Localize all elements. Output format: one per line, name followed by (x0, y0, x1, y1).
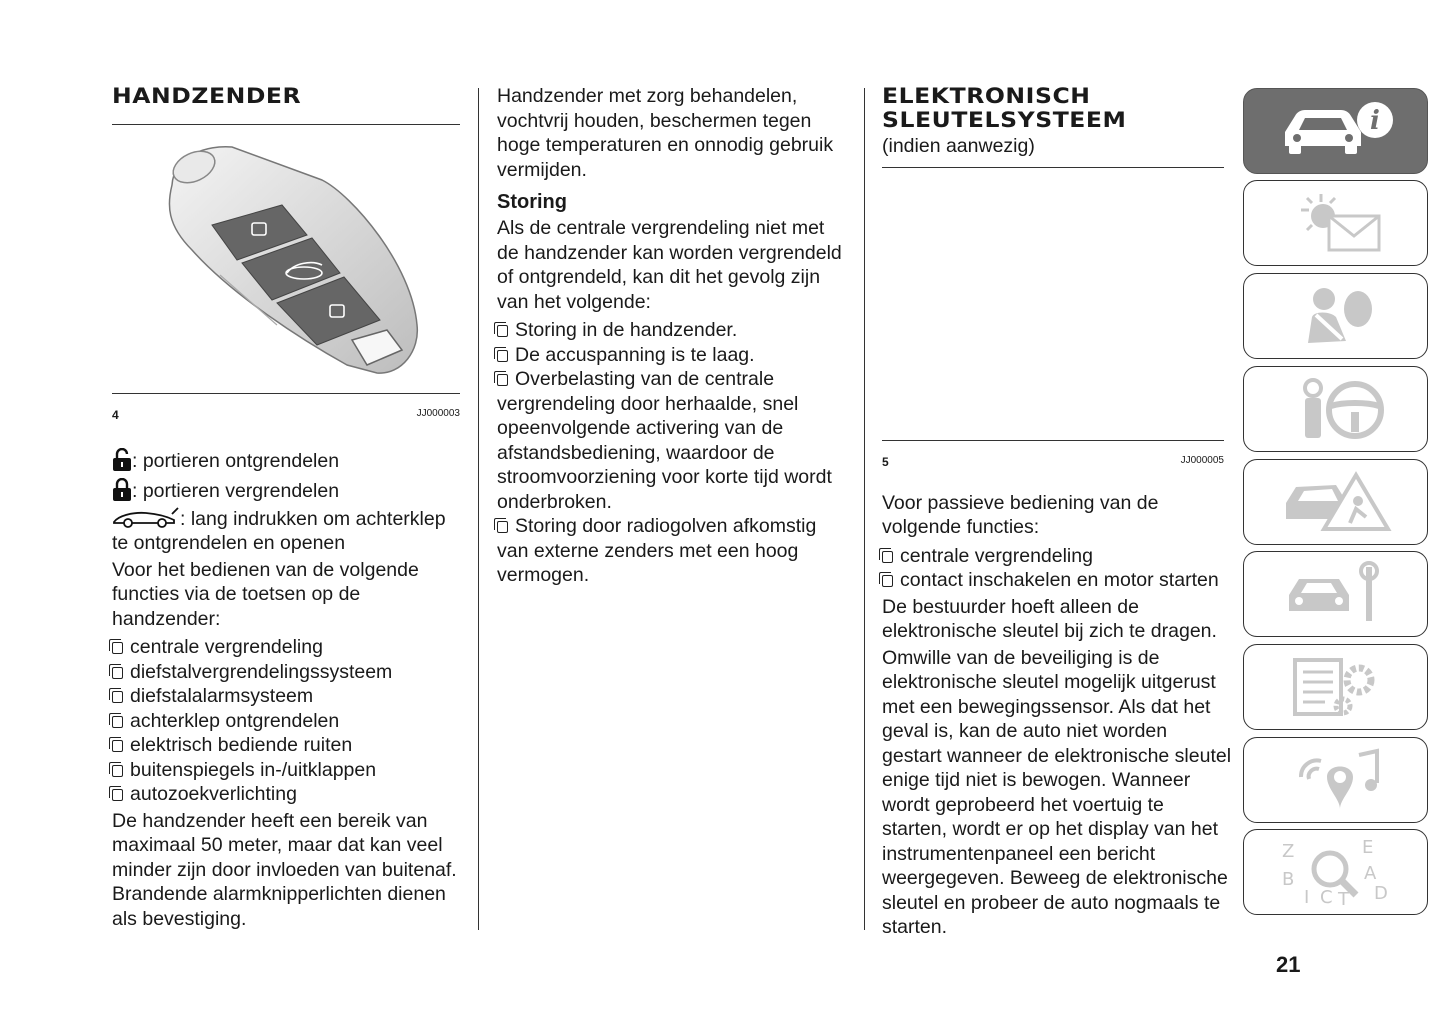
section-heading-line1: ELEKTRONISCH (882, 84, 1091, 108)
fault-list (497, 318, 847, 588)
tab-starting-driving[interactable] (1243, 366, 1428, 452)
checkbox-bullet-icon (112, 691, 123, 703)
legend-unlock: : portieren ontgrendelen (112, 446, 460, 476)
figure-caption (112, 408, 460, 422)
airbag-seatbelt-icon (1286, 281, 1386, 351)
specs-gears-icon (1281, 654, 1391, 720)
section-heading-handzender: HANDZENDER (112, 84, 302, 108)
checkbox-bullet-icon (112, 789, 123, 801)
list-item: Storing in de handzender. (497, 318, 847, 343)
svg-text:E: E (1361, 837, 1373, 858)
motion-sensor-paragraph: Omwille van de beveiliging is de elektronische sleutel mogelijk uitgerust met een bewegingssensor. Als dat het geval is, kan de auto niet worden gestart wanneer de elektronische sleutel enige tijd niet is bewogen. Wanneer wordt geprobeerd het voertuig te starten, wordt er op het display van het instrumentenpaneel een bericht weergegeven. Beweeg de elektronische sleutel en probeer de auto nogmaals te starten. (882, 646, 1232, 938)
figure-5-area (882, 168, 1232, 440)
list-item: diefstalvergrendelingssysteem (112, 660, 460, 685)
tab-technical-data[interactable] (1243, 644, 1428, 730)
svg-text:D: D (1373, 883, 1388, 904)
alphabetical-index-icon (1276, 837, 1396, 907)
lock-icon (112, 478, 132, 502)
figure-rule (112, 393, 460, 394)
figure-caption (882, 455, 1224, 469)
button-legend (112, 446, 460, 556)
figure-number: 5 (882, 454, 889, 469)
list-item: centrale vergrendeling (112, 635, 460, 660)
list-item: buitenspiegels in-/uitklappen (112, 758, 460, 783)
checkbox-bullet-icon (497, 374, 508, 386)
dashboard-lights-message-icon (1281, 190, 1391, 256)
column-care-fault (497, 84, 847, 588)
unlock-icon (112, 448, 132, 472)
section-subtitle: (indien aanwezig) (882, 135, 1035, 157)
svg-text:B: B (1281, 869, 1294, 890)
tab-maintenance[interactable] (1243, 551, 1428, 637)
page-number: 21 (1276, 952, 1301, 977)
svg-text:I: I (1303, 887, 1309, 907)
list-item: achterklep ontgrendelen (112, 709, 460, 734)
figure-number: 4 (112, 408, 119, 422)
svg-text:i: i (1369, 106, 1380, 136)
svg-text:Z: Z (1281, 841, 1294, 862)
subheading-storing: Storing (497, 191, 567, 213)
checkbox-bullet-icon (497, 521, 508, 533)
list-item: elektrisch bediende ruiten (112, 733, 460, 758)
column-elektronisch-sleutelsysteem (882, 84, 1232, 942)
checkbox-bullet-icon (112, 716, 123, 728)
function-intro: Voor het bedienen van de volgende functies via de toetsen op de handzender: (112, 558, 419, 630)
legend-trunk: : lang indrukken om achterklep (112, 506, 460, 531)
column-divider-2 (864, 88, 865, 930)
checkbox-bullet-icon (882, 575, 893, 587)
tab-car-info[interactable] (1243, 88, 1428, 174)
legend-lock: : portieren vergrendelen (112, 476, 460, 506)
checkbox-bullet-icon (112, 642, 123, 654)
list-item: centrale vergrendeling (882, 544, 1232, 569)
figure-rule (882, 440, 1224, 441)
svg-text:T: T (1337, 889, 1349, 907)
passive-function-list (882, 544, 1232, 593)
section-heading-line2: SLEUTELSYSTEEM (882, 108, 1127, 132)
list-item: autozoekverlichting (112, 782, 460, 807)
car-maintenance-icon (1281, 561, 1391, 627)
column-handzender (112, 84, 460, 933)
car-info-icon (1271, 98, 1401, 164)
driver-paragraph: De bestuurder hoeft alleen de elektronische sleutel bij zich te dragen. (882, 595, 1217, 642)
checkbox-bullet-icon (112, 667, 123, 679)
svg-text:C: C (1319, 887, 1333, 907)
tab-index[interactable] (1243, 829, 1428, 915)
passive-intro: Voor passieve bediening van de volgende functies: (882, 491, 1159, 538)
key-fob-figure (112, 125, 460, 393)
list-item: De accuspanning is te laag. (497, 343, 847, 368)
tab-safety[interactable] (1243, 273, 1428, 359)
list-item: diefstalalarmsysteem (112, 684, 460, 709)
fault-intro: Als de centrale vergrendeling niet met de handzender kan worden vergrendeld of ontgrendeld, kan dit het gevolg zijn van het volgende: (497, 217, 842, 313)
checkbox-bullet-icon (497, 350, 508, 362)
list-item: contact inschakelen en motor starten (882, 568, 1232, 593)
list-item: Storing door radiogolven afkomstig van externe zenders met een hoog vermogen. (497, 515, 817, 586)
tab-dashboard-lights[interactable] (1243, 180, 1428, 266)
car-trunk-icon (112, 506, 180, 528)
key-steering-wheel-icon (1281, 374, 1391, 444)
figure-code: JJ000003 (416, 408, 460, 419)
function-list (112, 635, 460, 807)
legend-trunk-cont: te ontgrendelen en openen (112, 532, 346, 554)
multimedia-icon (1281, 747, 1391, 813)
car-crash-warning-icon (1276, 467, 1396, 537)
checkbox-bullet-icon (882, 551, 893, 563)
key-fob-illustration (112, 125, 460, 393)
figure-code: JJ000005 (1180, 454, 1224, 466)
care-paragraph: Handzender met zorg behandelen, vochtvrij houden, beschermen tegen hoge temperaturen en onnodig gebruik vermijden. (497, 85, 834, 181)
column-divider-1 (478, 88, 479, 930)
list-item: Overbelasting van de centrale vergrendeling door herhaalde, snel opeenvolgende activering van de afstandsbediening, waardoor de stroomvoorziening voor korte tijd wordt onderbroken. (497, 368, 832, 513)
svg-text:A: A (1363, 863, 1376, 884)
tab-emergency[interactable] (1243, 459, 1428, 545)
range-paragraph: De handzender heeft een bereik van maximaal 50 meter, maar dat kan veel minder zijn door invloeden van buitenaf. Brandende alarmknipperlichten dienen als bevestiging. (112, 809, 457, 930)
checkbox-bullet-icon (497, 325, 508, 337)
checkbox-bullet-icon (112, 765, 123, 777)
tab-multimedia[interactable] (1243, 737, 1428, 823)
checkbox-bullet-icon (112, 740, 123, 752)
